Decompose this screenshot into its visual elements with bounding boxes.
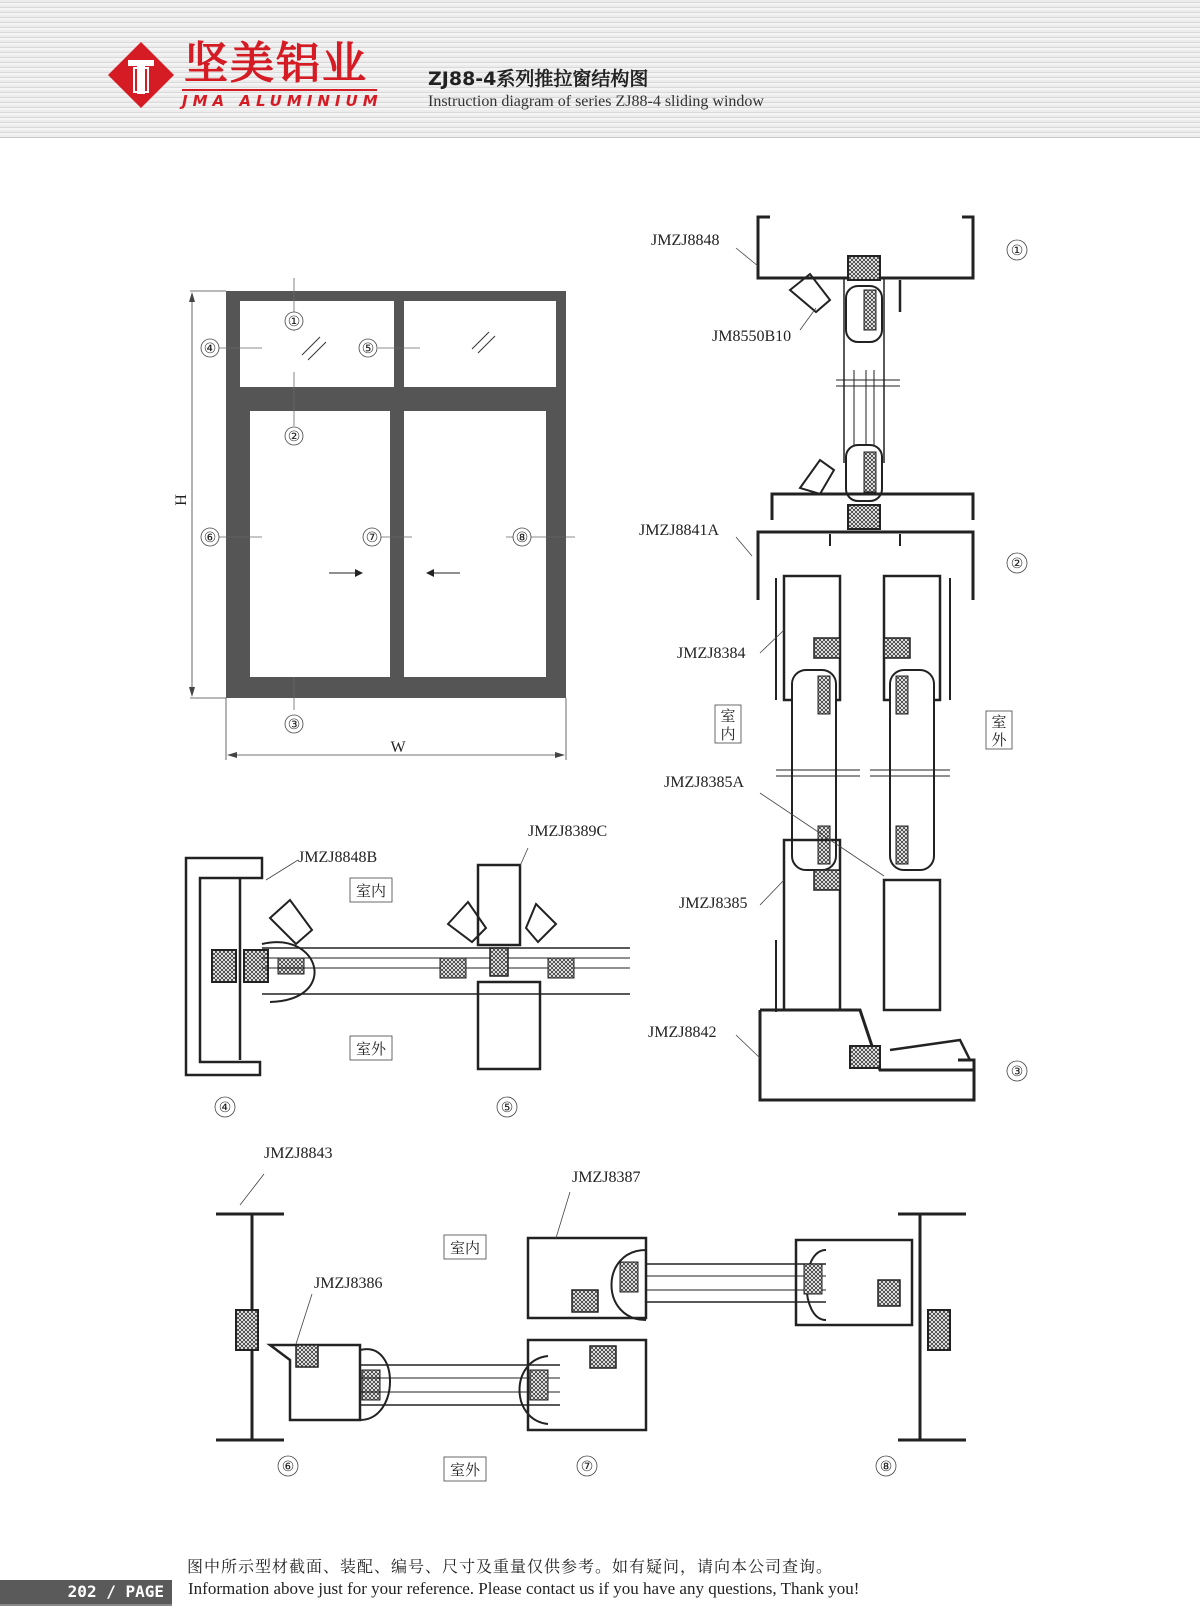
elevation-marker-8: ⑧ (515, 530, 529, 546)
label-jmzj8848: JMZJ8848 (651, 232, 720, 249)
page-number-underline (0, 1604, 172, 1606)
label-jmzj8848b: JMZJ8848B (298, 849, 378, 866)
section-marker-3: ③ (1010, 1064, 1024, 1080)
section-marker-4: ④ (218, 1100, 232, 1116)
elevation-marker-2: ② (287, 429, 301, 445)
svg-text:内: 内 (720, 725, 736, 743)
outdoor-label-vertical: 室 (991, 713, 1007, 731)
elevation-marker-6: ⑥ (203, 530, 217, 546)
page-title-en: Instruction diagram of series ZJ88-4 sliding window (428, 93, 764, 110)
label-jmzj8387: JMZJ8387 (572, 1169, 641, 1186)
section-6-7-8 (216, 1214, 966, 1440)
label-jmzj8385: JMZJ8385 (679, 895, 748, 912)
label-jmzj8843: JMZJ8843 (264, 1145, 333, 1162)
section-marker-6: ⑥ (281, 1459, 295, 1475)
dimension-width-label: W (390, 739, 406, 756)
dimension-height-label: H (173, 494, 190, 506)
window-elevation (173, 278, 575, 760)
label-jmzj8842: JMZJ8842 (648, 1024, 717, 1041)
section-marker-8: ⑧ (879, 1459, 893, 1475)
elevation-marker-4: ④ (203, 341, 217, 357)
elevation-marker-1: ① (287, 314, 301, 330)
vertical-section (758, 217, 974, 1100)
jma-logo-icon (106, 40, 176, 110)
outdoor-label-section678: 室外 (449, 1461, 481, 1479)
label-jmzj8841a: JMZJ8841A (639, 522, 720, 539)
page-title-cn: ZJ88-4系列推拉窗结构图 (428, 68, 649, 90)
indoor-label-vertical: 室 (720, 707, 736, 725)
footer-note-cn: 图中所示型材截面、装配、编号、尺寸及重量仅供参考。如有疑问，请向本公司查询。 (187, 1557, 834, 1576)
section-4-5 (186, 858, 630, 1075)
svg-text:外: 外 (991, 731, 1007, 749)
section-marker-1: ① (1010, 243, 1024, 259)
label-jmzj8385a: JMZJ8385A (664, 774, 745, 791)
elevation-marker-7: ⑦ (365, 530, 379, 546)
label-jm8550b10: JM8550B10 (712, 328, 792, 345)
brand-name-cn: 坚美铝业 (184, 38, 368, 89)
outdoor-label-section45: 室外 (355, 1040, 387, 1058)
elevation-marker-5: ⑤ (361, 341, 375, 357)
label-jmzj8384: JMZJ8384 (677, 645, 746, 662)
section-marker-5: ⑤ (500, 1100, 514, 1116)
indoor-label-section678: 室内 (449, 1239, 481, 1257)
section-marker-2: ② (1010, 556, 1024, 572)
brand-underline (182, 89, 377, 91)
label-jmzj8386: JMZJ8386 (314, 1275, 383, 1292)
page-header (0, 0, 1200, 138)
indoor-label-section45: 室内 (355, 882, 387, 900)
page-number: 202 / PAGE (0, 1580, 172, 1604)
brand-name-en: JMA ALUMINIUM (182, 92, 383, 110)
elevation-marker-3: ③ (287, 717, 301, 733)
label-jmzj8389c: JMZJ8389C (528, 823, 608, 840)
section-marker-7: ⑦ (580, 1459, 594, 1475)
footer-note-en: Information above just for your reference. Please contact us if you have any questions, Thank you! (188, 1579, 860, 1598)
structure-drawing (0, 137, 1200, 1542)
